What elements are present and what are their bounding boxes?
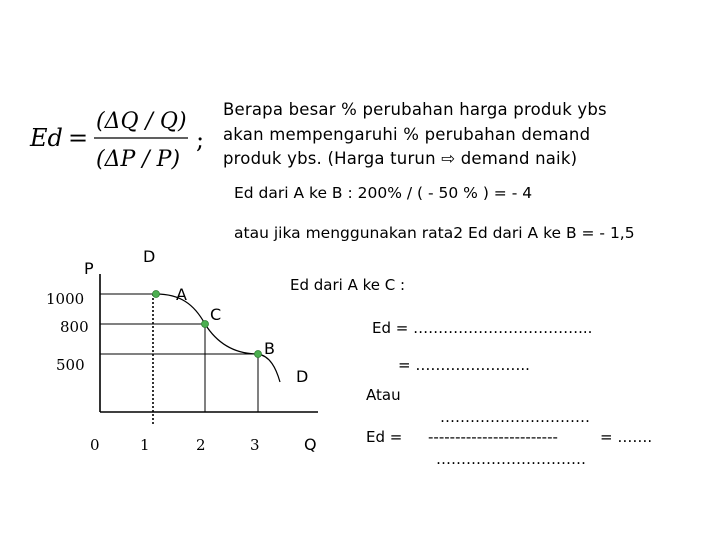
exercise-fraction-bar: ------------------------ [428,428,558,446]
x-tick-3: 3 [250,436,260,454]
exercise-line-2: = ………………….. [398,356,530,374]
point-c [202,321,209,328]
formula-semicolon: ; [196,126,205,154]
y-tick-500: 500 [56,356,85,374]
exercise-line-1: Ed = ……………………………... [372,319,593,337]
question-line-2: akan mempengaruhi % perubahan demand [223,124,591,144]
question-line-3-start: produk ybs. (Harga turun [223,149,436,168]
curve-label-top: D [143,247,156,266]
y-tick-800: 800 [60,318,89,336]
point-c-label: C [210,305,222,324]
question-line-1: Berapa besar % perubahan harga produk ybs [223,100,607,119]
x-axis-label: Q [304,435,317,454]
point-a-label: A [176,285,187,304]
exercise-result: = ……. [600,428,653,446]
exercise-ed-label: Ed = [366,428,403,446]
x-tick-2: 2 [196,436,206,454]
formula-numerator: (ΔQ / Q) [96,109,187,134]
calc-a-to-b-average: atau jika menggunakan rata2 Ed dari A ke B = - 1,5 [234,224,635,242]
point-b-label: B [264,339,275,358]
exercise-denominator: ………………………… [436,450,586,468]
y-tick-1000: 1000 [46,290,85,308]
point-a [153,291,160,298]
curve-label-bottom: D [296,367,309,386]
formula-lhs: Ed [30,124,63,152]
x-tick-0: 0 [90,436,100,454]
question-line-3-end: demand naik) [460,149,578,168]
right-arrow-icon: ⇨ [441,149,456,168]
exercise-title: Ed dari A ke C : [290,276,406,294]
formula-denominator: (ΔP / P) [96,147,181,172]
calc-a-to-b: Ed dari A ke B : 200% / ( - 50 % ) = - 4 [234,184,533,202]
formula-equals: = [68,124,89,152]
y-axis-label: P [84,259,94,278]
exercise-numerator: ………………………… [440,408,590,426]
x-tick-1: 1 [140,436,150,454]
exercise-atau: Atau [366,386,401,404]
point-b [255,351,262,358]
